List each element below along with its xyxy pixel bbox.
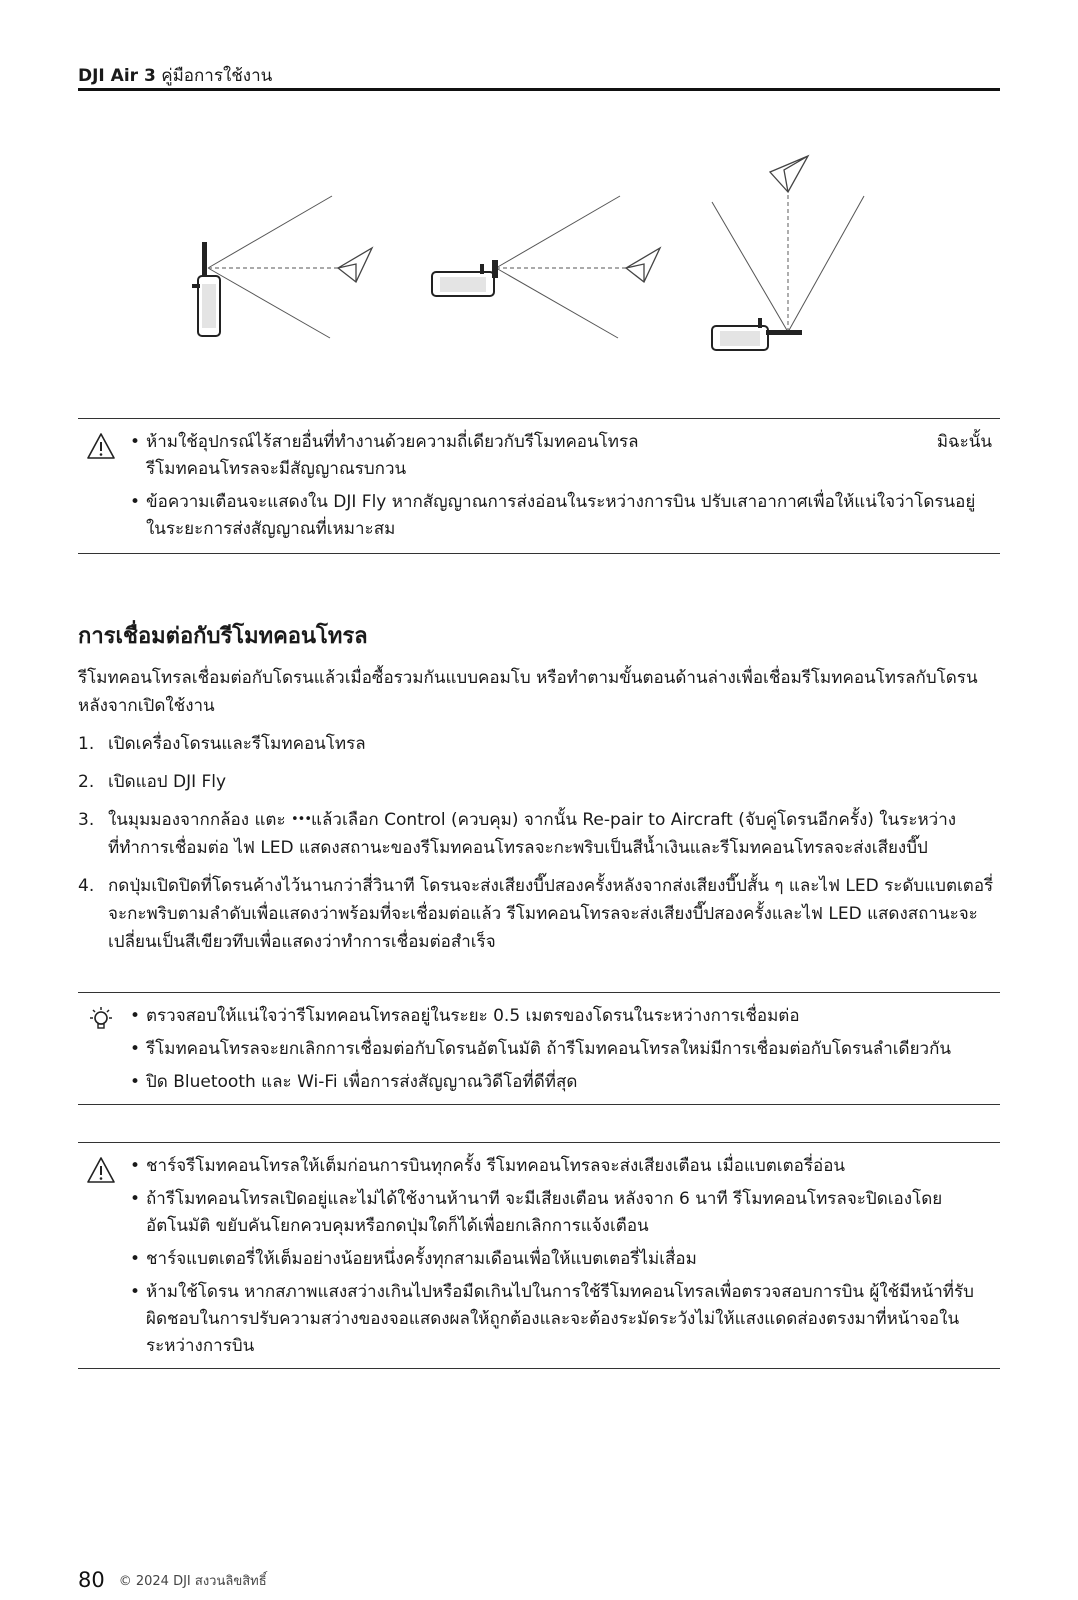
- step-text: ในมุมมองจากกล้อง แตะ: [108, 810, 292, 830]
- warning-text-start: • ห้ามใช้อุปกรณ์ไร้สายอื่นที่ทำงานด้วยความถี่เดียวกับรีโมทคอนโทรล: [146, 432, 639, 452]
- step-number: 1.: [78, 734, 95, 754]
- warning-text-end: มิฉะนั้น: [936, 432, 992, 452]
- warning-list: [78, 429, 1000, 543]
- warning-text-rest: รีโมทคอนโทรลจะมีสัญญาณรบกวน: [146, 459, 407, 479]
- warning-box-antenna: [78, 418, 1000, 554]
- list-item: • ชาร์จรีโมทคอนโทรลให้เต็มก่อนการบินทุกครั้ง รีโมทคอนโทรลจะส่งเสียงเตือน เมื่อแบตเตอรี่อ่อน: [130, 1153, 992, 1180]
- lightbulb-icon: [86, 1005, 116, 1035]
- step-item: [78, 730, 1000, 758]
- paper-plane-icon: [626, 248, 660, 282]
- step-text-continued: แล้วเลือก Control (ควบคุม) จากนั้น Re-pair to Aircraft (จับคู่โดรนอีกครั้ง) ในระหว่างที่ทำการเชื่อมต่อ ไฟ LED แสดงสถานะของรีโมทคอนโทรลจะกะพริบเป็นสีน้ำเงินและรีโมทคอนโทรลจะส่งเสียงบี๊ป: [108, 810, 957, 858]
- list-item: • ข้อความเตือนจะแสดงใน DJI Fly หากสัญญาณการส่งอ่อนในระหว่างการบิน ปรับเสาอากาศเพื่อให้แน่ใจว่าโดรนอยู่ในระยะการส่งสัญญาณที่เหมาะสม: [130, 489, 992, 543]
- section-intro: รีโมทคอนโทรลเชื่อมต่อกับโดรนแล้วเมื่อซื้อรวมกันแบบคอมโบ หรือทำตามขั้นตอนด้านล่างเพื่อเชื่อมรีโมทคอนโทรลกับโดรนหลังจากเปิดใช้งาน: [78, 668, 978, 716]
- list-item: • รีโมทคอนโทรลจะยกเลิกการเชื่อมต่อกับโดรนอัตโนมัติ ถ้ารีโมทคอนโทรลใหม่มีการเชื่อมต่อกับโดรนลำเดียวกัน: [130, 1036, 992, 1063]
- warning-triangle-icon: [86, 1155, 116, 1185]
- step-number: 3.: [78, 810, 95, 830]
- remote-upward-illustration: [712, 156, 864, 350]
- step-item: [78, 768, 1000, 796]
- list-item: • ห้ามใช้โดรน หากสภาพแสงสว่างเกินไปหรือมืดเกินไปในการใช้รีโมทคอนโทรลเพื่อตรวจสอบการบิน ผู้ใช้มีหน้าที่รับผิดชอบในการปรับความสว่างของจอแสดงผลให้ถูกต้องและจะต้องระมัดระวังไม่ให้แสงแดดส่องตรงมาที่หน้าจอในระหว่างการบิน: [130, 1279, 992, 1360]
- copyright: © 2024 DJI สงวนลิขสิทธิ์: [118, 1574, 267, 1589]
- step-text: กดปุ่มเปิดปิดที่โดรนค้างไว้นานกว่าสี่วินาที โดรนจะส่งเสียงบี๊ปสองครั้งหลังจากส่งเสียงบี๊ปสั้น ๆ และไฟ LED ระดับแบตเตอรี่จะกะพริบตามลำดับเพื่อแสดงว่าพร้อมที่จะเชื่อมต่อแล้ว รีโมทคอนโทรลจะส่งเสียงบี๊ปสองครั้งและไฟ LED แสดงสถานะจะเปลี่ยนเป็นสีเขียวทึบเพื่อแสดงว่าทำการเชื่อมต่อสำเร็จ: [108, 876, 994, 952]
- header-divider: [78, 88, 1000, 91]
- warning-box-battery: [78, 1142, 1000, 1369]
- paper-plane-icon: [338, 248, 372, 282]
- page-footer: [78, 1568, 267, 1592]
- page-number: 80: [78, 1568, 105, 1592]
- step-number: 2.: [78, 772, 95, 792]
- antenna-orientation-diagram: [180, 150, 900, 370]
- step-item: [78, 806, 1000, 862]
- page-header: [78, 62, 998, 89]
- step-number: 4.: [78, 876, 95, 896]
- list-item: [130, 429, 992, 483]
- list-item: • ตรวจสอบให้แน่ใจว่ารีโมทคอนโทรลอยู่ในระยะ 0.5 เมตรของโดรนในระหว่างการเชื่อมต่อ: [130, 1003, 992, 1030]
- list-item: • ปิด Bluetooth และ Wi-Fi เพื่อการส่งสัญญาณวิดีโอที่ดีที่สุด: [130, 1069, 992, 1096]
- section-title: การเชื่อมต่อกับรีโมทคอนโทรล: [78, 624, 368, 649]
- paper-plane-icon: [770, 156, 808, 192]
- list-item: • ถ้ารีโมทคอนโทรลเปิดอยู่และไม่ได้ใช้งานห้านาที จะมีเสียงเตือน หลังจาก 6 นาที รีโมทคอนโทรลจะปิดเองโดยอัตโนมัติ ขยับคันโยกควบคุมหรือกดปุ่มใดก็ได้เพื่อยกเลิกการแจ้งเตือน: [130, 1186, 992, 1240]
- tip-list: [78, 1003, 1000, 1096]
- remote-vertical-illustration: [192, 196, 372, 338]
- remote-horizontal-illustration: [432, 196, 660, 338]
- header-title: คู่มือการใช้งาน: [155, 66, 273, 86]
- header-brand: DJI Air 3: [78, 66, 156, 86]
- step-text: เปิดแอป DJI Fly: [108, 772, 227, 792]
- warning-triangle-icon: [86, 431, 116, 461]
- warning-list: [78, 1153, 1000, 1360]
- list-item: • ชาร์จแบตเตอรี่ให้เต็มอย่างน้อยหนึ่งครั้งทุกสามเดือนเพื่อให้แบตเตอรี่ไม่เสื่อม: [130, 1246, 992, 1273]
- more-options-icon: •••: [291, 812, 312, 827]
- tip-box: [78, 992, 1000, 1105]
- step-text: เปิดเครื่องโดรนและรีโมทคอนโทรล: [108, 734, 366, 754]
- step-item: [78, 872, 1000, 956]
- steps-list: [78, 730, 1000, 966]
